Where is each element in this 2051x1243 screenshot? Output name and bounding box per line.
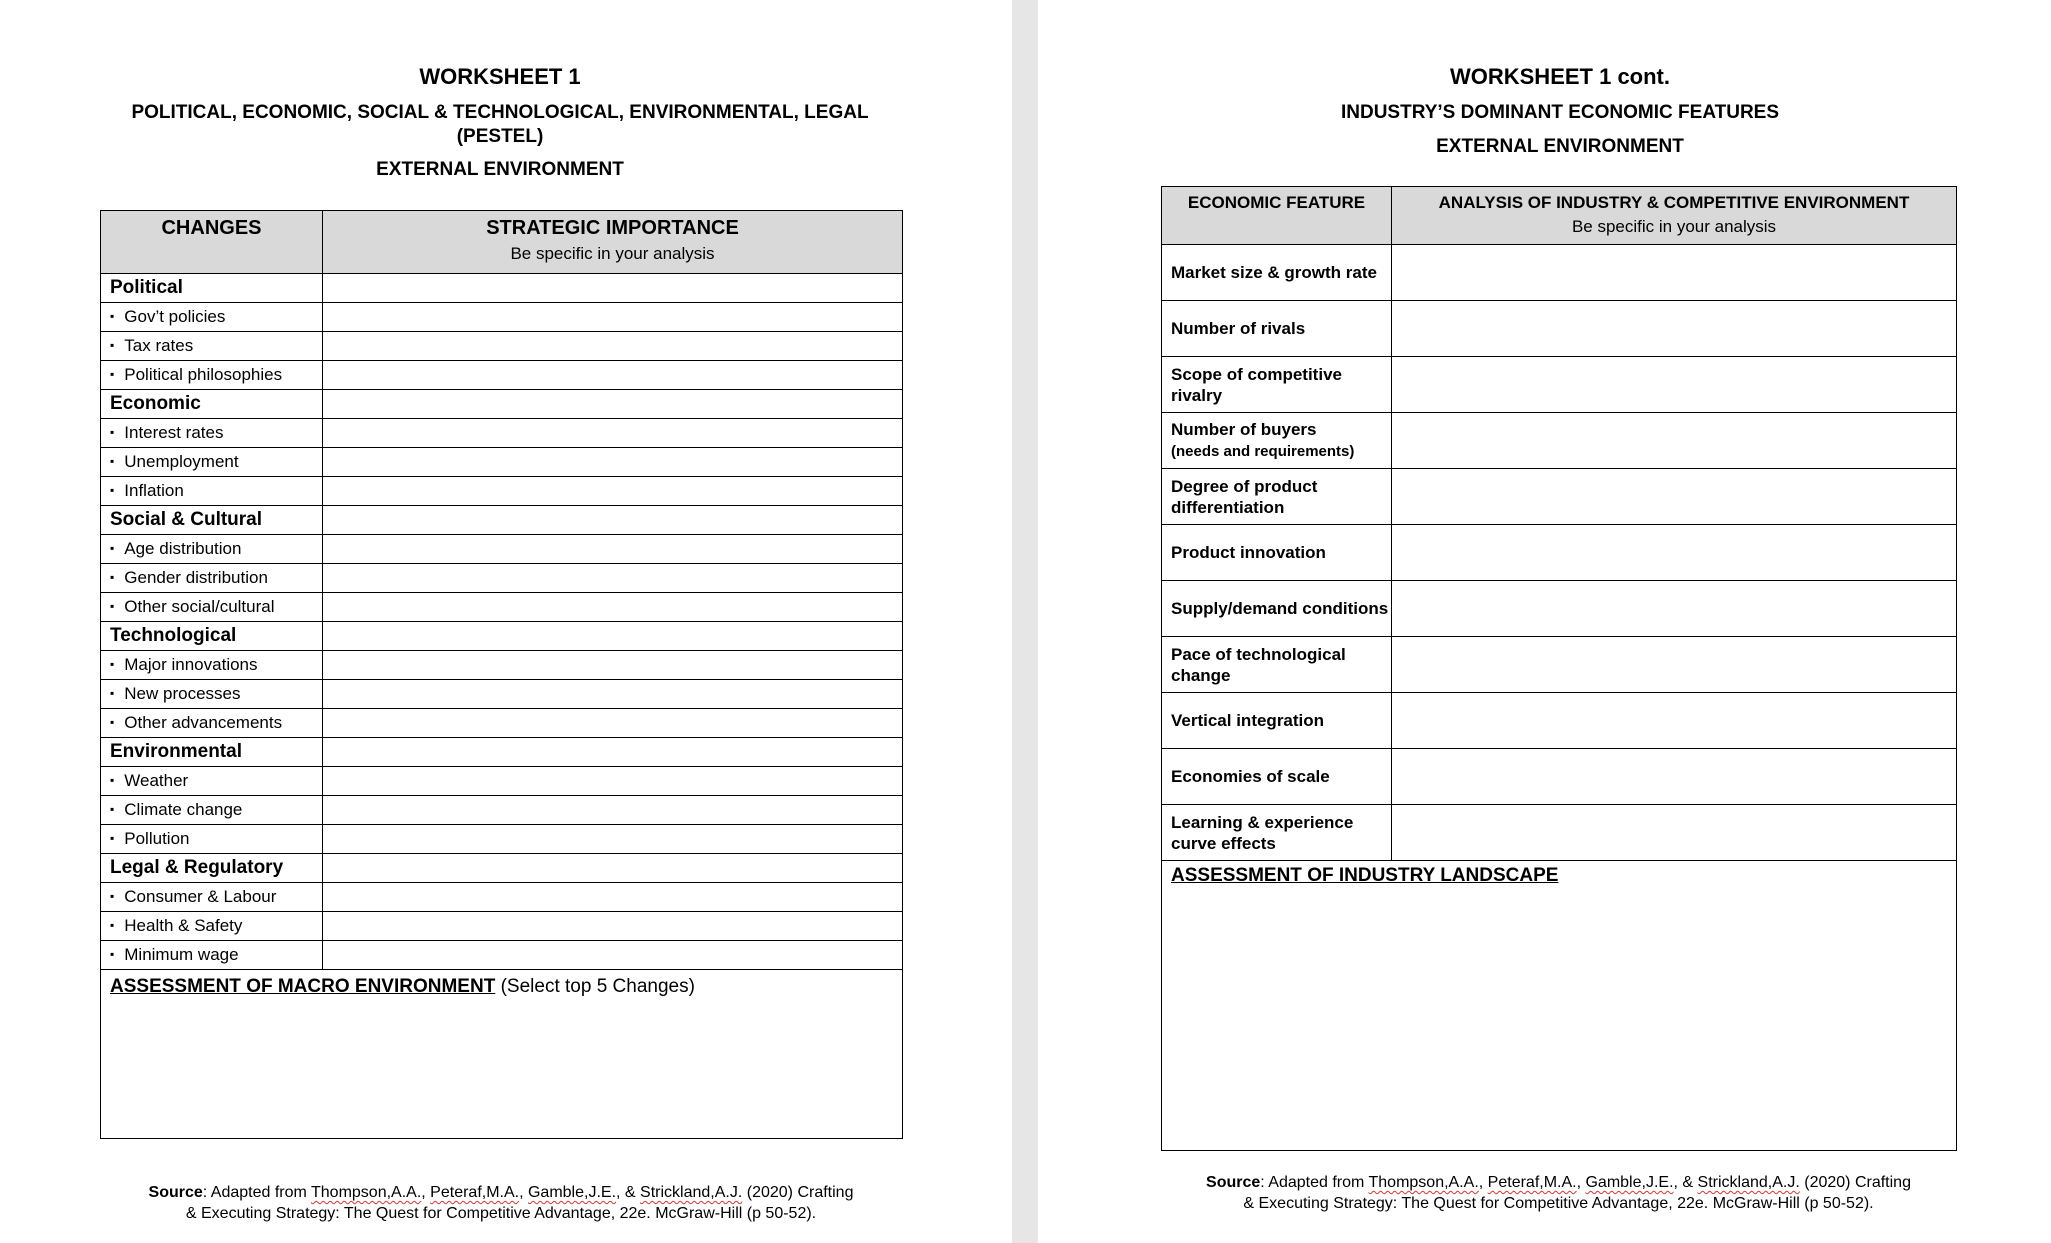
strategic-importance-cell[interactable] xyxy=(323,651,903,680)
change-item-label: ▪ Unemployment xyxy=(101,448,323,477)
strategic-importance-cell[interactable] xyxy=(323,709,903,738)
feature-label: Degree of product differentiation xyxy=(1162,469,1392,525)
change-item-label: ▪ Weather xyxy=(101,767,323,796)
change-item-label: ▪ Tax rates xyxy=(101,332,323,361)
col-header-analysis: ANALYSIS OF INDUSTRY & COMPETITIVE ENVIRONMENT Be specific in your analysis xyxy=(1392,187,1957,245)
strategic-importance-cell[interactable] xyxy=(323,390,903,419)
change-item-row xyxy=(101,709,903,738)
analysis-cell[interactable] xyxy=(1392,301,1957,357)
feature-label: Economies of scale xyxy=(1162,749,1392,805)
change-item-row xyxy=(101,419,903,448)
category-label: Environmental xyxy=(101,738,323,767)
strategic-importance-cell[interactable] xyxy=(323,825,903,854)
source-citation: Source: Adapted from Thompson,A.A., Peteraf,M.A., Gamble,J.E., & Strickland,A.J. (2020) Crafting & Executing Strategy: The Quest for Competitive Advantage, 22e. McGraw-Hill (p 50-52). xyxy=(148,1184,854,1222)
category-row xyxy=(101,274,903,303)
col-header-strategic-importance: STRATEGIC IMPORTANCE Be specific in your analysis xyxy=(323,211,903,274)
feature-row xyxy=(1162,637,1957,693)
category-row xyxy=(101,738,903,767)
analysis-cell[interactable] xyxy=(1392,581,1957,637)
strategic-importance-cell[interactable] xyxy=(323,854,903,883)
category-row xyxy=(101,854,903,883)
feature-row xyxy=(1162,525,1957,581)
change-item-row xyxy=(101,303,903,332)
change-item-label: ▪ Minimum wage xyxy=(101,941,323,970)
change-item-label: ▪ Major innovations xyxy=(101,651,323,680)
pestel-table xyxy=(100,210,903,1139)
page-title: WORKSHEET 1 xyxy=(419,64,581,89)
category-label: Technological xyxy=(101,622,323,651)
strategic-importance-cell[interactable] xyxy=(323,738,903,767)
feature-label: Scope of competitive rivalry xyxy=(1162,357,1392,413)
change-item-label: ▪ Other advancements xyxy=(101,709,323,738)
macro-assessment-box[interactable] xyxy=(101,970,903,1139)
category-label: Political xyxy=(101,274,323,303)
feature-label: Number of rivals xyxy=(1162,301,1392,357)
strategic-importance-cell[interactable] xyxy=(323,622,903,651)
feature-row xyxy=(1162,805,1957,861)
analysis-cell[interactable] xyxy=(1392,245,1957,301)
strategic-importance-cell[interactable] xyxy=(323,303,903,332)
strategic-importance-cell[interactable] xyxy=(323,912,903,941)
feature-row xyxy=(1162,581,1957,637)
change-item-label: ▪ Age distribution xyxy=(101,535,323,564)
change-item-label: ▪ Pollution xyxy=(101,825,323,854)
change-item-label: ▪ Interest rates xyxy=(101,419,323,448)
strategic-importance-cell[interactable] xyxy=(323,593,903,622)
strategic-importance-cell[interactable] xyxy=(323,477,903,506)
analysis-cell[interactable] xyxy=(1392,357,1957,413)
category-row xyxy=(101,506,903,535)
feature-row xyxy=(1162,245,1957,301)
feature-label: Number of buyers (needs and requirements) xyxy=(1162,413,1392,469)
change-item-row xyxy=(101,564,903,593)
change-item-label: ▪ Gov’t policies xyxy=(101,303,323,332)
category-label: Social & Cultural xyxy=(101,506,323,535)
feature-row xyxy=(1162,413,1957,469)
change-item-row xyxy=(101,535,903,564)
feature-row xyxy=(1162,301,1957,357)
strategic-importance-cell[interactable] xyxy=(323,883,903,912)
strategic-importance-cell[interactable] xyxy=(323,767,903,796)
col-header-changes: CHANGES xyxy=(101,211,323,274)
category-row xyxy=(101,622,903,651)
analysis-cell[interactable] xyxy=(1392,469,1957,525)
economic-features-table xyxy=(1161,186,1957,1151)
category-label: Legal & Regulatory xyxy=(101,854,323,883)
col-header-economic-feature: ECONOMIC FEATURE xyxy=(1162,187,1392,245)
page-title: WORKSHEET 1 cont. xyxy=(1449,64,1670,89)
feature-row xyxy=(1162,749,1957,805)
industry-assessment-box[interactable] xyxy=(1162,861,1957,1151)
feature-label: Pace of technological change xyxy=(1162,637,1392,693)
strategic-importance-cell[interactable] xyxy=(323,361,903,390)
change-item-label: ▪ Gender distribution xyxy=(101,564,323,593)
buyers-note: (needs and requirements) xyxy=(1171,443,1355,460)
analysis-cell[interactable] xyxy=(1392,525,1957,581)
feature-row xyxy=(1162,357,1957,413)
change-item-row xyxy=(101,912,903,941)
feature-label: Vertical integration xyxy=(1162,693,1392,749)
change-item-label: ▪ Inflation xyxy=(101,477,323,506)
change-item-label: ▪ Political philosophies xyxy=(101,361,323,390)
feature-label: Supply/demand conditions xyxy=(1162,581,1392,637)
change-item-row xyxy=(101,332,903,361)
analysis-cell[interactable] xyxy=(1392,693,1957,749)
change-item-row xyxy=(101,651,903,680)
page-gap-divider xyxy=(1012,0,1038,1243)
feature-label: Learning & experience curve effects xyxy=(1162,805,1392,861)
analysis-cell[interactable] xyxy=(1392,413,1957,469)
change-item-row xyxy=(101,680,903,709)
strategic-importance-cell[interactable] xyxy=(323,796,903,825)
change-item-label: ▪ Consumer & Labour xyxy=(101,883,323,912)
analysis-cell[interactable] xyxy=(1392,749,1957,805)
source-citation: Source: Adapted from Thompson,A.A., Peteraf,M.A., Gamble,J.E., & Strickland,A.J. (2020) Crafting & Executing Strategy: The Quest for Competitive Advantage, 22e. McGraw-Hill (p 50-52). xyxy=(1206,1174,1911,1212)
page-subtitle: POLITICAL, ECONOMIC, SOCIAL & TECHNOLOGICAL, ENVIRONMENTAL, LEGAL (PESTEL) xyxy=(131,102,869,147)
page-subtitle-2: EXTERNAL ENVIRONMENT xyxy=(1436,136,1684,157)
strategic-importance-cell[interactable] xyxy=(323,564,903,593)
change-item-label: ▪ Health & Safety xyxy=(101,912,323,941)
change-item-row xyxy=(101,883,903,912)
strategic-importance-cell[interactable] xyxy=(323,419,903,448)
change-item-row xyxy=(101,448,903,477)
macro-assessment-note: (Select top 5 Changes) xyxy=(495,976,695,997)
strategic-importance-cell[interactable] xyxy=(323,332,903,361)
change-item-row xyxy=(101,361,903,390)
change-item-row xyxy=(101,767,903,796)
change-item-row xyxy=(101,825,903,854)
analysis-cell[interactable] xyxy=(1392,805,1957,861)
industry-assessment-label: ASSESSMENT OF INDUSTRY LANDSCAPE xyxy=(1171,865,1559,886)
strategic-importance-cell[interactable] xyxy=(323,535,903,564)
page-subtitle-2: EXTERNAL ENVIRONMENT xyxy=(376,159,624,180)
feature-label: Product innovation xyxy=(1162,525,1392,581)
analysis-cell[interactable] xyxy=(1392,637,1957,693)
strategic-importance-cell[interactable] xyxy=(323,448,903,477)
change-item-label: ▪ Other social/cultural xyxy=(101,593,323,622)
change-item-label: ▪ Climate change xyxy=(101,796,323,825)
change-item-row xyxy=(101,941,903,970)
category-label: Economic xyxy=(101,390,323,419)
macro-assessment-label: ASSESSMENT OF MACRO ENVIRONMENT xyxy=(110,976,496,997)
change-item-row xyxy=(101,593,903,622)
change-item-row xyxy=(101,796,903,825)
page-subtitle: INDUSTRY’S DOMINANT ECONOMIC FEATURES xyxy=(1340,102,1780,123)
change-item-label: ▪ New processes xyxy=(101,680,323,709)
strategic-importance-cell[interactable] xyxy=(323,680,903,709)
feature-row xyxy=(1162,469,1957,525)
strategic-importance-cell[interactable] xyxy=(323,506,903,535)
change-item-row xyxy=(101,477,903,506)
category-row xyxy=(101,390,903,419)
feature-label: Market size & growth rate xyxy=(1162,245,1392,301)
feature-row xyxy=(1162,693,1957,749)
strategic-importance-cell[interactable] xyxy=(323,941,903,970)
strategic-importance-cell[interactable] xyxy=(323,274,903,303)
